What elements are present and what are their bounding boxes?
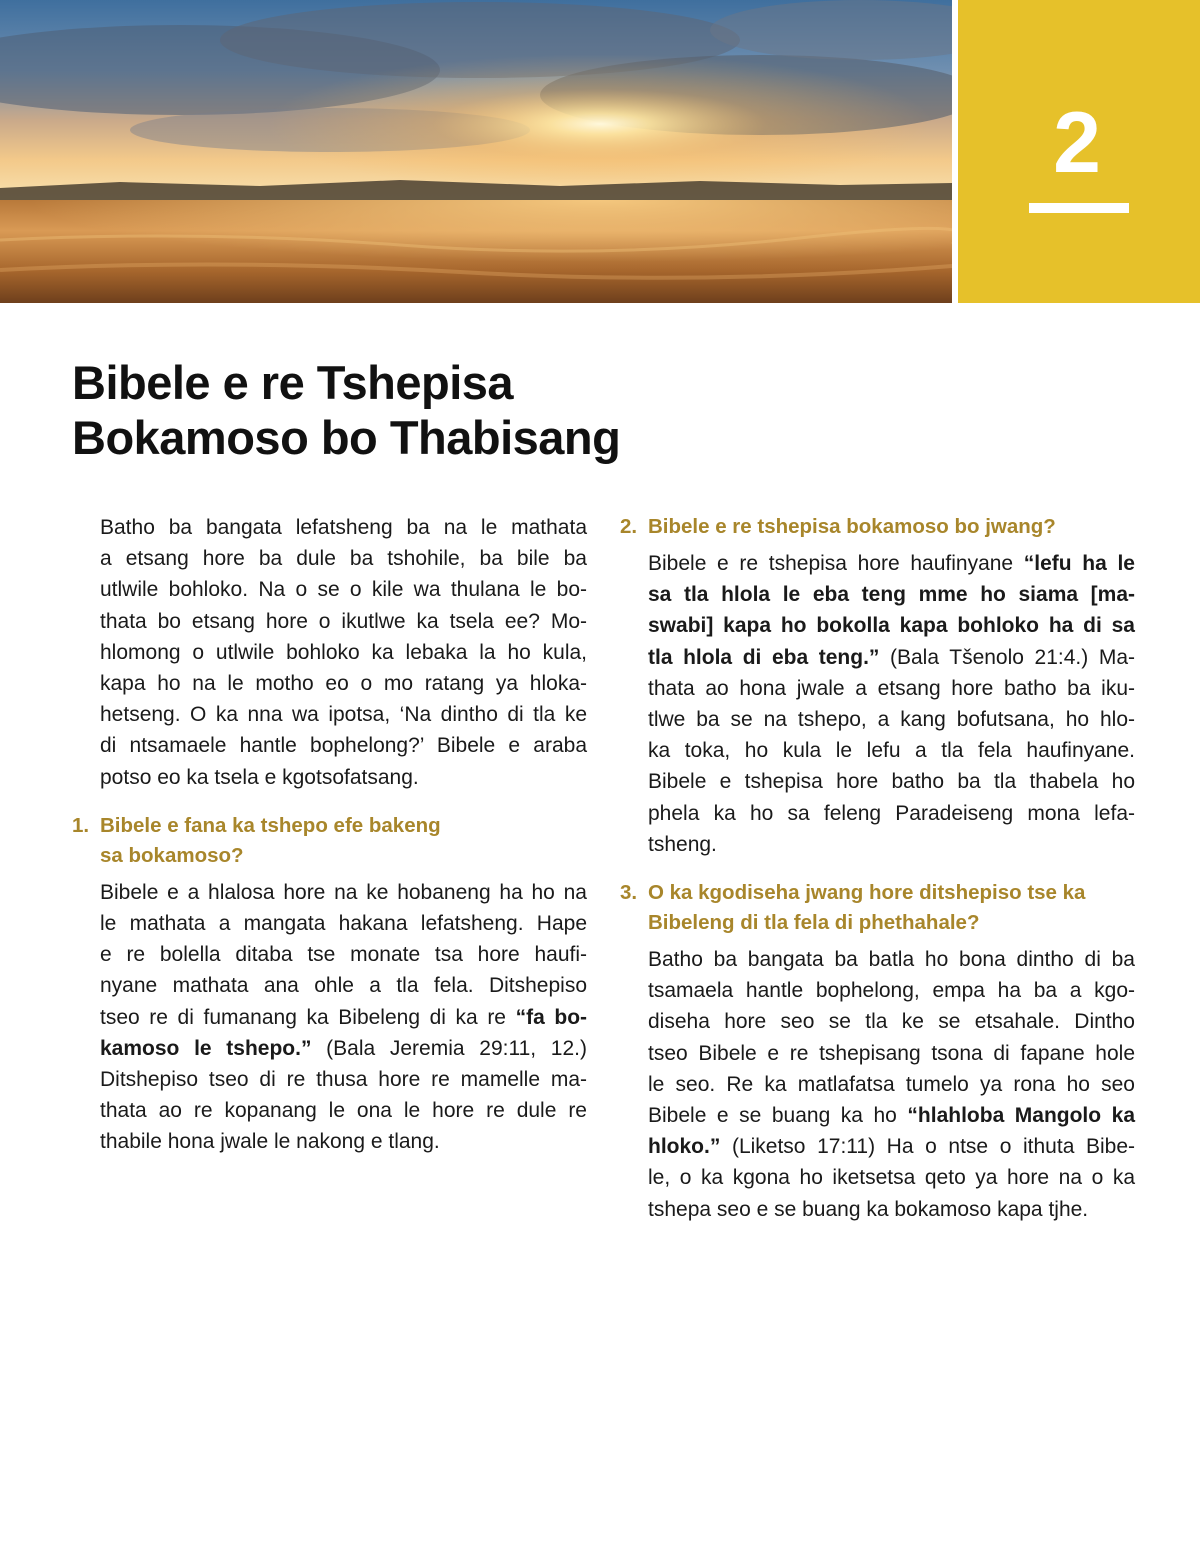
answer-line	[620, 1194, 1135, 1225]
text-run: a etsang hore ba dule ba tshohile, ba bile ba	[100, 547, 587, 571]
text-run: tseo Bibele e re tshepisang tsona di fapane hole	[648, 1041, 1135, 1065]
text-run: kapa ho na le motho eo o mo ratang ya hloka-	[100, 672, 587, 696]
chapter-number: 2	[1053, 95, 1101, 191]
text-run: Bibele e se buang ka ho	[648, 1104, 908, 1128]
text-run: Batho ba bangata ba batla ho bona dintho di ba	[648, 948, 1135, 972]
bold-text: kamoso le tshepo.”	[100, 1036, 312, 1060]
text-run: nyane mathata ana ohle a tla fela. Ditshepiso	[100, 974, 587, 998]
question-number: 1.	[72, 813, 90, 837]
answer-line	[620, 798, 1135, 829]
question-number: 2.	[620, 515, 638, 538]
question-heading	[72, 811, 587, 871]
answer-line	[620, 610, 1135, 641]
bold-text: sa tla hlola le eba teng mme ho siama [ma-	[648, 583, 1135, 607]
answer-line	[620, 1162, 1135, 1193]
text-run: Batho ba bangata lefatsheng ba na le mathata	[100, 516, 587, 539]
text-run: le mathata a mangata hakana lefatsheng. Hape	[100, 912, 587, 936]
intro-line	[72, 574, 587, 605]
question-line: Bibele e re tshepisa bokamoso bo jwang?	[648, 515, 1056, 538]
text-run: le, o ka kgona ho iketsetsa qeto ya hore na o ka	[648, 1166, 1135, 1190]
text-run: di ntsamaele hantle bophelong?’ Bibele e araba	[100, 734, 587, 758]
left-column	[72, 512, 587, 1158]
text-run: thata ao hona jwale a etsang hore batho ba iku-	[648, 676, 1135, 700]
answer-line	[72, 877, 587, 908]
text-run: tlwe ba se na tshepo, a kang bofutsana, ho hlo-	[648, 708, 1135, 732]
chapter-underline	[1029, 203, 1129, 213]
intro-line	[72, 730, 587, 761]
answer-line	[620, 1131, 1135, 1162]
question-line: O ka kgodiseha jwang hore ditshepiso tse ka	[648, 881, 1086, 905]
text-run: le seo. Re ka matlafatsa tumelo ya rona ho seo	[648, 1072, 1135, 1096]
answer-line	[72, 939, 587, 970]
text-run: Bibele e re tshepisa hore haufinyane	[648, 552, 1024, 575]
answer-line	[620, 642, 1135, 673]
answer-line	[620, 1069, 1135, 1100]
bold-text: “lefu ha le	[1023, 552, 1135, 575]
text-run: hetseng. O ka nna wa ipotsa, ‘Na dintho di tla ke	[100, 703, 587, 727]
bold-text: “fa bo-	[515, 1005, 588, 1029]
question-heading	[620, 878, 1135, 938]
question-line: Bibele e fana ka tshepo efe bakeng	[100, 813, 441, 837]
intro-line	[72, 512, 587, 543]
intro-line	[72, 699, 587, 730]
text-run: Bibele e tshepisa hore batho ba tla thabela ho	[648, 770, 1135, 794]
title-line: Bokamoso bo Thabisang	[72, 411, 621, 464]
right-column	[620, 512, 1135, 1225]
intro-line	[72, 637, 587, 668]
intro-line	[72, 606, 587, 637]
answer-line	[620, 1006, 1135, 1037]
text-run: tshepa seo e se buang ka bokamoso kapa tjhe.	[648, 1197, 1089, 1221]
answer-line	[620, 1038, 1135, 1069]
text-run: hlomong o utlwile bohloko ka lebaka la ho kula,	[100, 640, 587, 664]
question-heading	[620, 512, 1135, 542]
title-line: Bibele e re Tshepisa	[72, 356, 514, 409]
answer-line	[620, 579, 1135, 610]
text-run: Bibele e a hlalosa hore na ke hobaneng ha ho na	[100, 880, 587, 904]
text-run: utlwile bohloko. Na o se o kile wa thulana le bo-	[100, 578, 587, 602]
text-run: (Bala Jeremia 29:11, 12.)	[311, 1036, 587, 1060]
answer-line	[620, 829, 1135, 860]
text-run: e re bolella ditaba tse monate tsa hore haufi-	[100, 943, 587, 967]
text-run: tsamaela hantle bophelong, empa ha ba a kgo-	[648, 979, 1135, 1003]
spacer	[620, 860, 1135, 878]
answer-line	[620, 766, 1135, 797]
answer-line	[72, 1002, 587, 1033]
answer-line	[72, 1126, 587, 1157]
answer-line	[72, 1064, 587, 1095]
text-run: thabile hona jwale le nakong e tlang.	[100, 1130, 440, 1154]
intro-line	[72, 543, 587, 574]
text-run: diseha hore seo se tla ke se etsahale. Dintho	[648, 1010, 1135, 1034]
answer-line	[620, 975, 1135, 1006]
text-run: thata ao re kopanang le ona le hore re dule re	[100, 1099, 587, 1123]
sunset-wheat-field-image	[0, 0, 952, 303]
text-run: ka toka, ho kula le lefu a tla fela haufinyane.	[648, 739, 1135, 763]
answer-line	[620, 673, 1135, 704]
bold-text: “hlahloba Mangolo ka	[907, 1104, 1135, 1128]
answer-line	[72, 908, 587, 939]
intro-line	[72, 668, 587, 699]
answer-line	[620, 944, 1135, 975]
bold-text: tla hlola di eba teng.”	[648, 645, 880, 669]
text-run: thata bo etsang hore o ikutlwe ka tsela ee? Mo-	[100, 609, 587, 633]
bold-text: hloko.”	[648, 1135, 721, 1159]
text-run: (Liketso 17:11) Ha o ntse o ithuta Bibe-	[720, 1135, 1135, 1159]
text-run: tsheng.	[648, 832, 717, 856]
answer-line	[620, 704, 1135, 735]
answer-line	[72, 1033, 587, 1064]
spacer	[72, 793, 587, 811]
bold-text: swabi] kapa ho bokolla kapa bohloko ha di sa	[648, 614, 1135, 638]
question-line: Bibeleng di tla fela di phethahale?	[648, 911, 980, 935]
text-run: tseo re di fumanang ka Bibeleng di ka re	[100, 1005, 516, 1029]
question-number: 3.	[620, 881, 638, 905]
answer-line	[72, 970, 587, 1001]
answer-line	[620, 1100, 1135, 1131]
text-run: (Bala Tšenolo 21:4.) Ma-	[879, 645, 1136, 669]
text-run: potso eo ka tsela e kgotsofatsang.	[100, 765, 419, 789]
answer-line	[620, 735, 1135, 766]
text-run: Ditshepiso tseo di re thusa hore re mamelle ma-	[100, 1068, 587, 1092]
intro-line	[72, 762, 587, 793]
answer-line	[620, 548, 1135, 579]
question-line: sa bokamoso?	[100, 843, 244, 867]
header-photo	[0, 0, 952, 303]
page-title	[72, 355, 620, 465]
answer-line	[72, 1095, 587, 1126]
chapter-badge	[958, 0, 1200, 303]
text-run: phela ka ho sa feleng Paradeiseng mona lefa-	[648, 801, 1135, 825]
